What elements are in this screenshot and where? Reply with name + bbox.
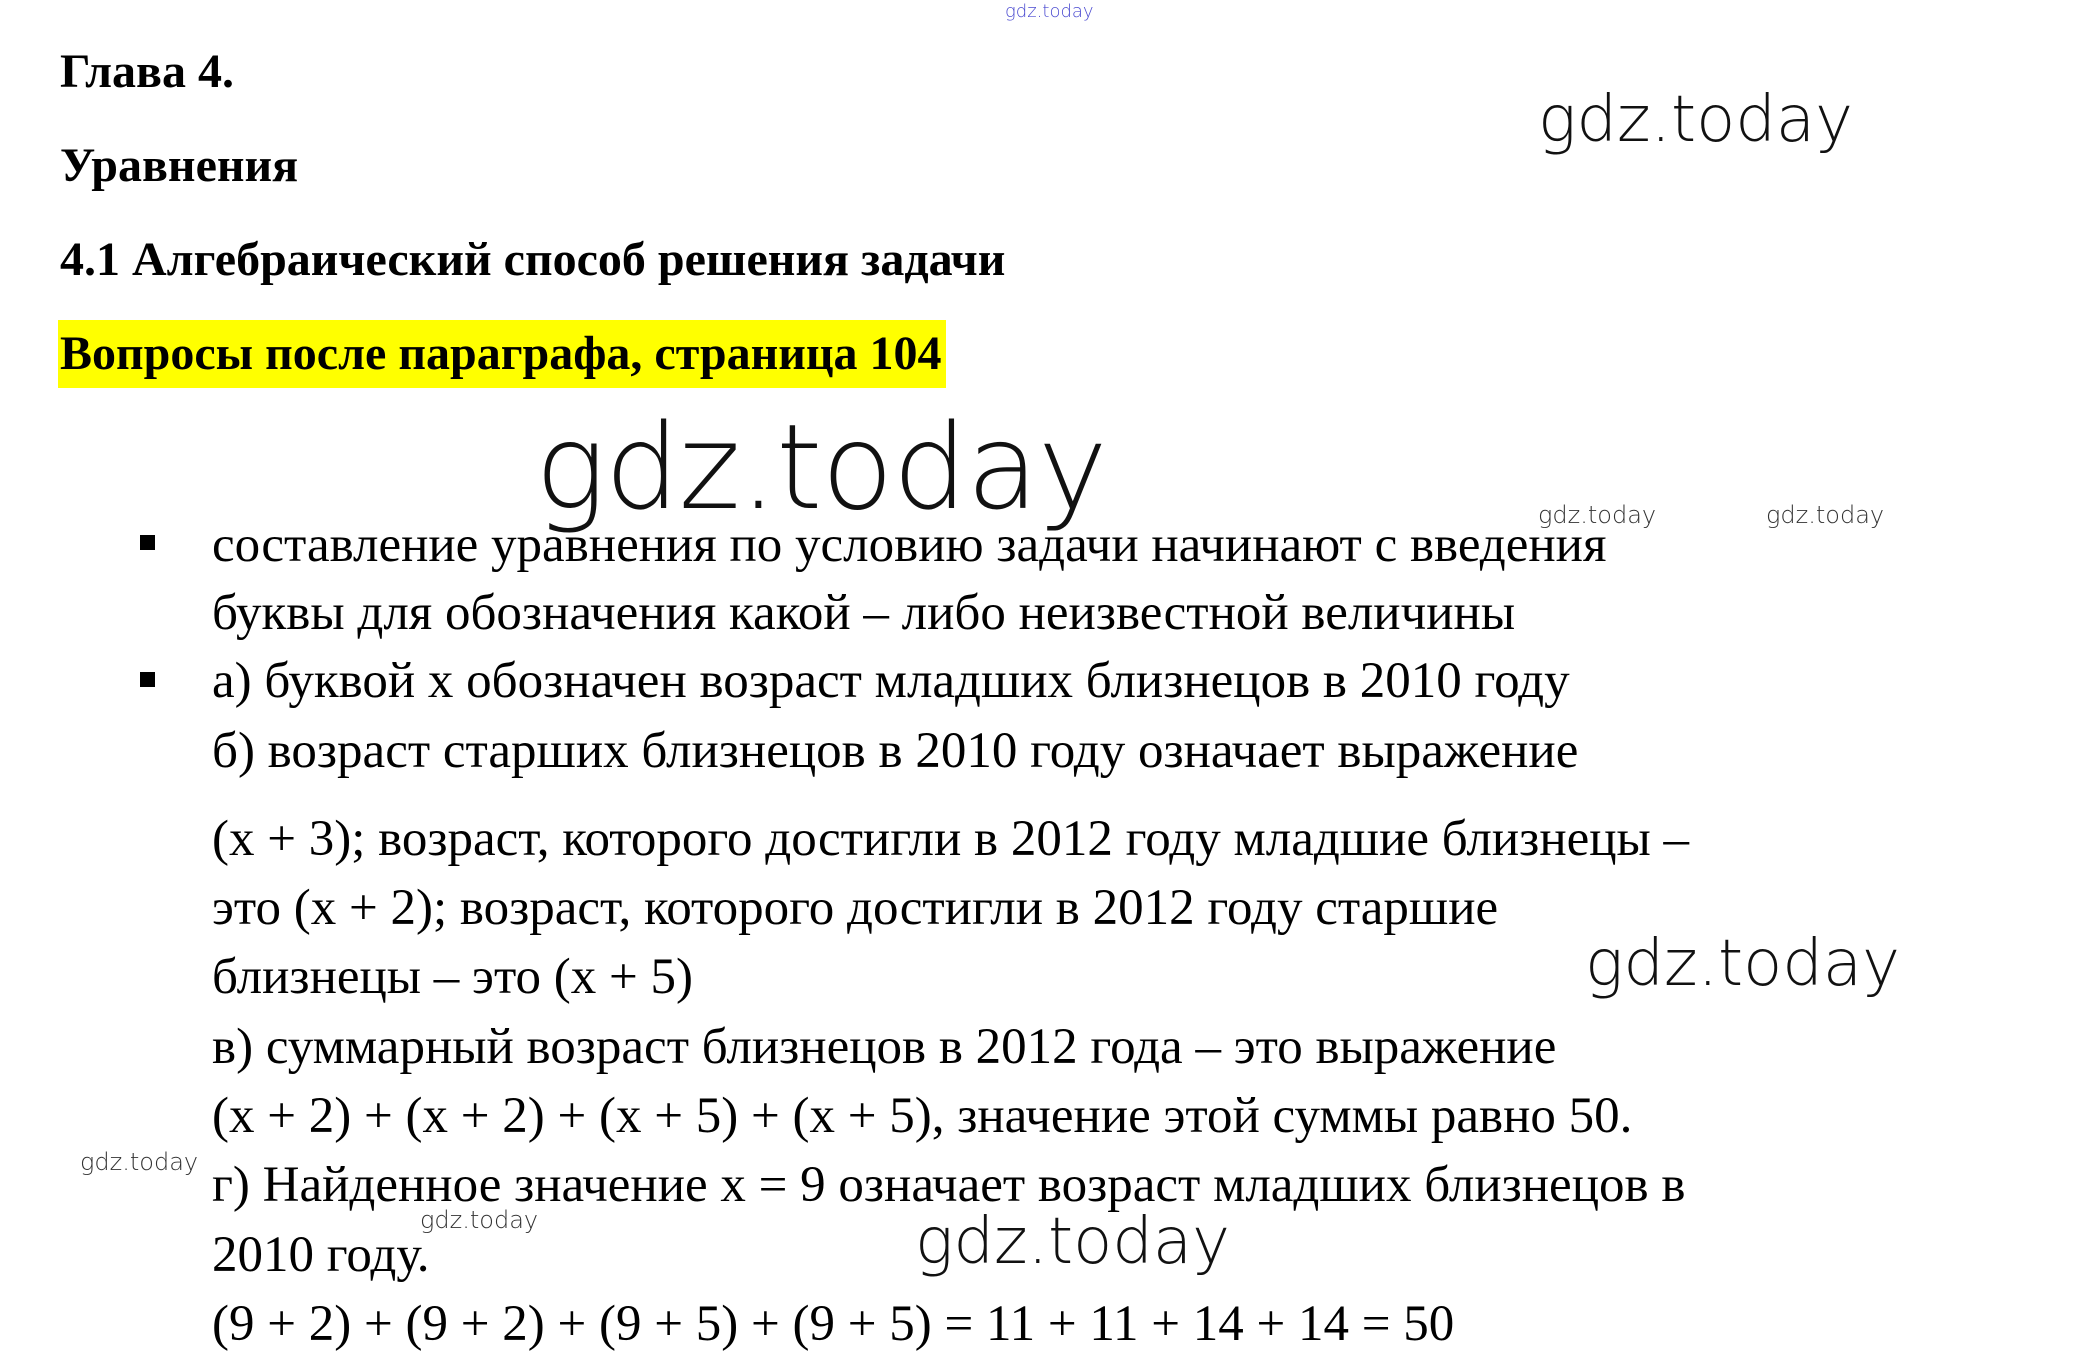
text-line-12: (9 + 2) + (9 + 2) + (9 + 5) + (9 + 5) = 11 + 11 + 14 + 14 = 50 (212, 1296, 1455, 1352)
text-line-7: близнецы – это (х + 5) (212, 949, 694, 1005)
text-line-3: а) буквой х обозначен возраст младших близнецов в 2010 году (212, 653, 1570, 709)
text-line-8: в) суммарный возраст близнецов в 2012 года – это выражение (212, 1019, 1557, 1075)
watermark-left-small-2: gdz.today (420, 1206, 539, 1234)
text-line-2: буквы для обозначения какой – либо неизвестной величины (212, 585, 1516, 641)
text-line-1: составление уравнения по условию задачи начинают с введения (212, 517, 1607, 573)
watermark-small-2: gdz.today (1766, 501, 1885, 529)
text-line-10: г) Найденное значение х = 9 означает возраст младших близнецов в (212, 1157, 1686, 1213)
highlighted-subtitle: Вопросы после параграфа, страница 104 (58, 320, 946, 388)
text-line-6: это (х + 2); возраст, которого достигли в 2012 году старшие (212, 880, 1499, 936)
watermark-small-1: gdz.today (1538, 501, 1657, 529)
text-line-11: 2010 году. (212, 1227, 430, 1283)
section-title: 4.1 Алгебраический способ решения задачи (60, 233, 1006, 286)
watermark-bottom-center: gdz.today (915, 1205, 1230, 1279)
text-line-5: (х + 3); возраст, которого достигли в 2012 году младшие близнецы – (212, 811, 1690, 867)
bullet-marker (140, 672, 155, 687)
bullet-marker (140, 535, 155, 550)
watermark-large-center: gdz.today (535, 398, 1107, 536)
watermark-right-middle: gdz.today (1585, 927, 1900, 1001)
text-line-9: (х + 2) + (х + 2) + (х + 5) + (х + 5), значение этой суммы равно 50. (212, 1088, 1633, 1144)
watermark-top-right: gdz.today (1538, 83, 1853, 157)
chapter-title: Глава 4. (60, 45, 234, 98)
chapter-topic: Уравнения (60, 139, 299, 192)
text-line-4: б) возраст старших близнецов в 2010 году означает выражение (212, 723, 1579, 779)
watermark-left-small: gdz.today (80, 1148, 199, 1176)
watermark-top-small: gdz.today (1005, 1, 1094, 22)
